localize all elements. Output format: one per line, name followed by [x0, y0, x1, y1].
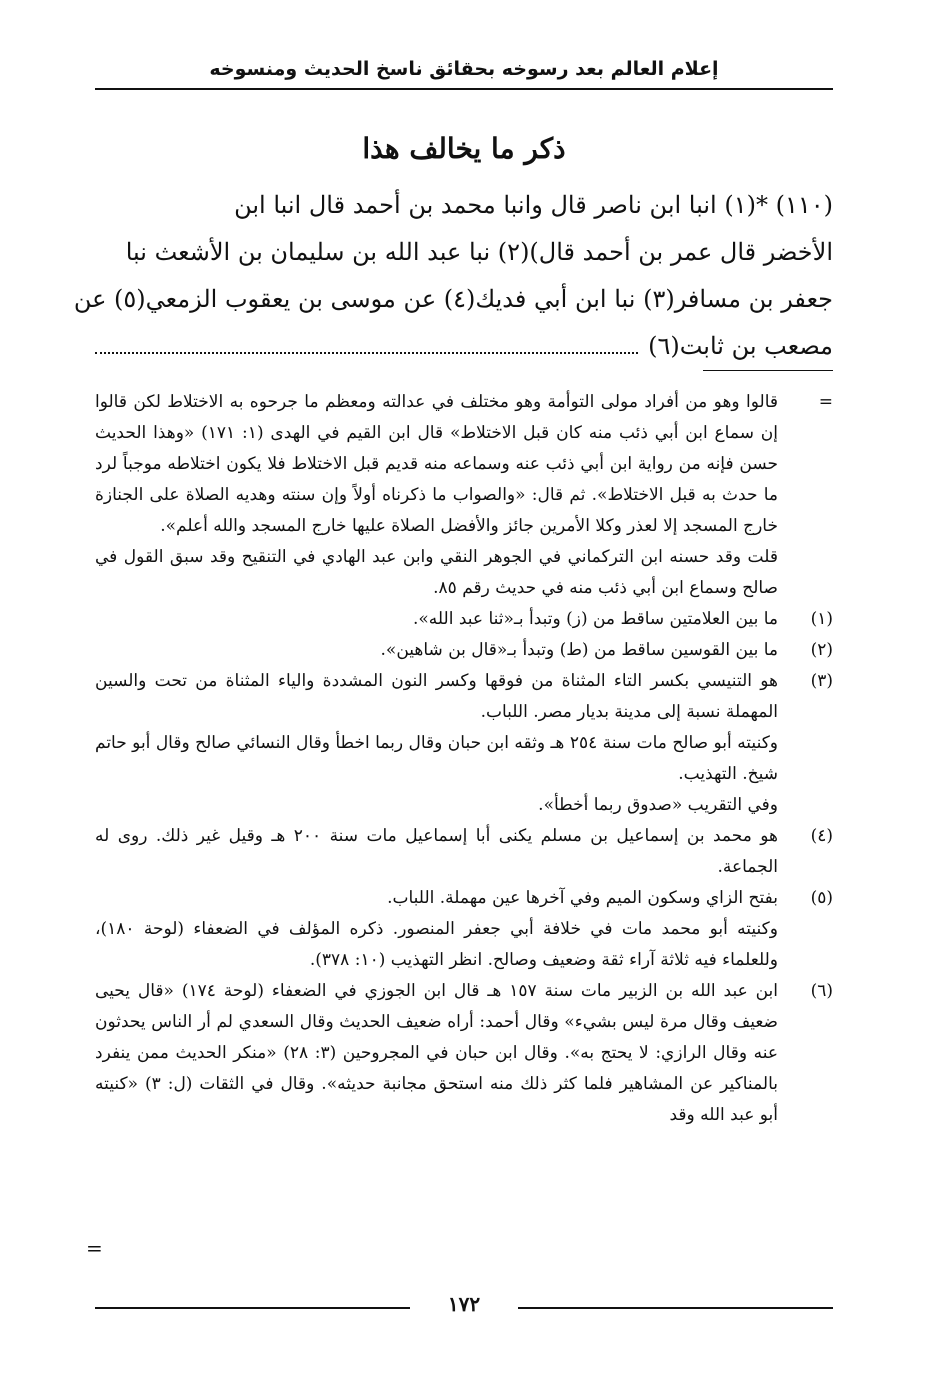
main-text	[73, 182, 833, 370]
footnote-item	[95, 821, 833, 883]
page-footer	[95, 1292, 833, 1322]
main-line: (١١٠) *(١) انبا ابن ناصر قال وانبا محمد بن أحمد قال انبا ابن	[234, 191, 833, 219]
footnote-body	[95, 821, 778, 883]
footnote-body	[95, 604, 778, 635]
footnote-paragraph: وكنيته أبو محمد مات في خلافة أبي جعفر المنصور. ذكره المؤلف في الضعفاء (لوحة ١٨٠)، وللعلماء فيه ثلاثة آراء ثقة وضعيف وصالح. انظر التهذيب (١٠: ٣٧٨).	[95, 919, 778, 970]
main-line: الأخضر قال عمر بن أحمد قال)(٢) نبا عبد الله بن سليمان بن الأشعث نبا	[125, 238, 833, 266]
footnote-number: =	[818, 392, 833, 412]
footnote-paragraph: ابن عبد الله بن الزبير مات سنة ١٥٧ هـ قال ابن الجوزي في الضعفاء (لوحة ١٧٤) «قال يحيى ضعيف وقال مرة ليس بشيء» وقال أحمد: أراه ضعيف الحديث وقال السعدي لم أر الناس يحدثون عنه وقال الرازي: لا يحتج به». وقال ابن حبان في المجروحين (٣: ٢٨) «منكر الحديث ممن ينفرد بالمناكير عن المشاهير فلما كثر ذلك منه استحق مجانبة حديثه». وقال في الثقات (ل: ٣) «كنيته أبو عبد الله وقد	[95, 981, 778, 1125]
footer-rule-right	[518, 1307, 833, 1309]
footnote-paragraph: وكنيته أبو صالح مات سنة ٢٥٤ هـ وثقه ابن حبان وقال ربما اخطأ وقال النسائي صالح وقال أبو حاتم شيخ. التهذيب.	[95, 733, 778, 784]
footnote-item	[95, 976, 833, 1131]
footnote-body	[95, 666, 778, 821]
header-rule	[95, 88, 833, 90]
footnote-body	[95, 976, 778, 1131]
footnote-number: (٦)	[810, 981, 833, 1001]
page-number: ١٧٢	[447, 1292, 481, 1316]
dotted-leader	[95, 351, 638, 354]
continuation-mark: =	[86, 1236, 103, 1260]
footnote-item	[95, 604, 833, 635]
footnote-paragraph: ما بين العلامتين ساقط من (ز) وتبدأ بـ«ثنا عبد الله».	[412, 609, 778, 629]
running-header: إعلام العالم بعد رسوخه بحقائق ناسخ الحديث ومنسوخه	[209, 58, 719, 80]
section-heading: ذكر ما يخالف هذا	[362, 132, 566, 165]
footnote-body	[95, 635, 778, 666]
main-line: جعفر بن مسافر(٣) نبا ابن أبي فديك(٤) عن موسى بن يعقوب الزمعي(٥) عن	[73, 285, 833, 313]
footnote-number: (٤)	[810, 826, 833, 846]
footnote-item	[95, 635, 833, 666]
footnote-item	[95, 883, 833, 976]
footnote-paragraph: هو التنيسي بكسر التاء المثناة من فوقها وكسر النون المشددة والياء المثناة من تحت والسين المهملة نسبة إلى مدينة بديار مصر. اللباب.	[95, 671, 778, 722]
footnotes	[95, 387, 833, 1131]
footnote-number: (٣)	[810, 671, 833, 691]
footnote-paragraph: بفتح الزاي وسكون الميم وفي آخرها عين مهملة. اللباب.	[387, 888, 778, 908]
footnote-number: (٥)	[810, 888, 833, 908]
main-line-text: مصعب بن ثابت(٦)	[648, 332, 833, 360]
footnote-paragraph: قلت وقد حسنه ابن التركماني في الجوهر النقي وابن عبد الهادي في التنقيح وقد سبق القول في صالح وسماع ابن أبي ذئب منه في حديث رقم ٨٥.	[95, 547, 778, 598]
footnote-number: (٢)	[810, 640, 833, 660]
footnote-body	[95, 387, 778, 604]
footnote-item	[95, 666, 833, 821]
footnote-paragraph: قالوا وهو من أفراد مولى التوأمة وهو مختلف في عدالته ومعظم ما جرحوه به الاختلاط لكن قالوا إن سماع ابن أبي ذئب منه كان قبل الاختلاط» قال ابن القيم في الهدى (١: ١٧١) «وهذا الحديث حسن فإنه من رواية ابن أبي ذئب عنه وسماعه منه قديم قبل الاختلاط فلا يكون اختلاطه موجباً لرد ما حدث به قبل الاختلاط». ثم قال: «والصواب ما ذكرناه أولاً وإن سنته وهديه الصلاة على الجنازة خارج المسجد إلا لعذر وكلا الأمرين جائز والأفضل الصلاة عليها خارج المسجد والله أعلم».	[95, 392, 778, 536]
footnote-paragraph: ما بين القوسين ساقط من (ط) وتبدأ بـ«قال بن شاهين».	[380, 640, 778, 660]
footnote-body	[95, 883, 778, 976]
footnote-item	[95, 387, 833, 604]
footnote-separator	[703, 370, 833, 371]
footnote-paragraph: هو محمد بن إسماعيل بن مسلم يكنى أبا إسماعيل مات سنة ٢٠٠ هـ وقيل غير ذلك. روى له الجماعة.	[95, 826, 779, 877]
footnote-number: (١)	[810, 609, 833, 629]
footnote-paragraph: وفي التقريب «صدوق ربما أخطأ».	[538, 795, 778, 815]
main-line	[95, 323, 833, 370]
